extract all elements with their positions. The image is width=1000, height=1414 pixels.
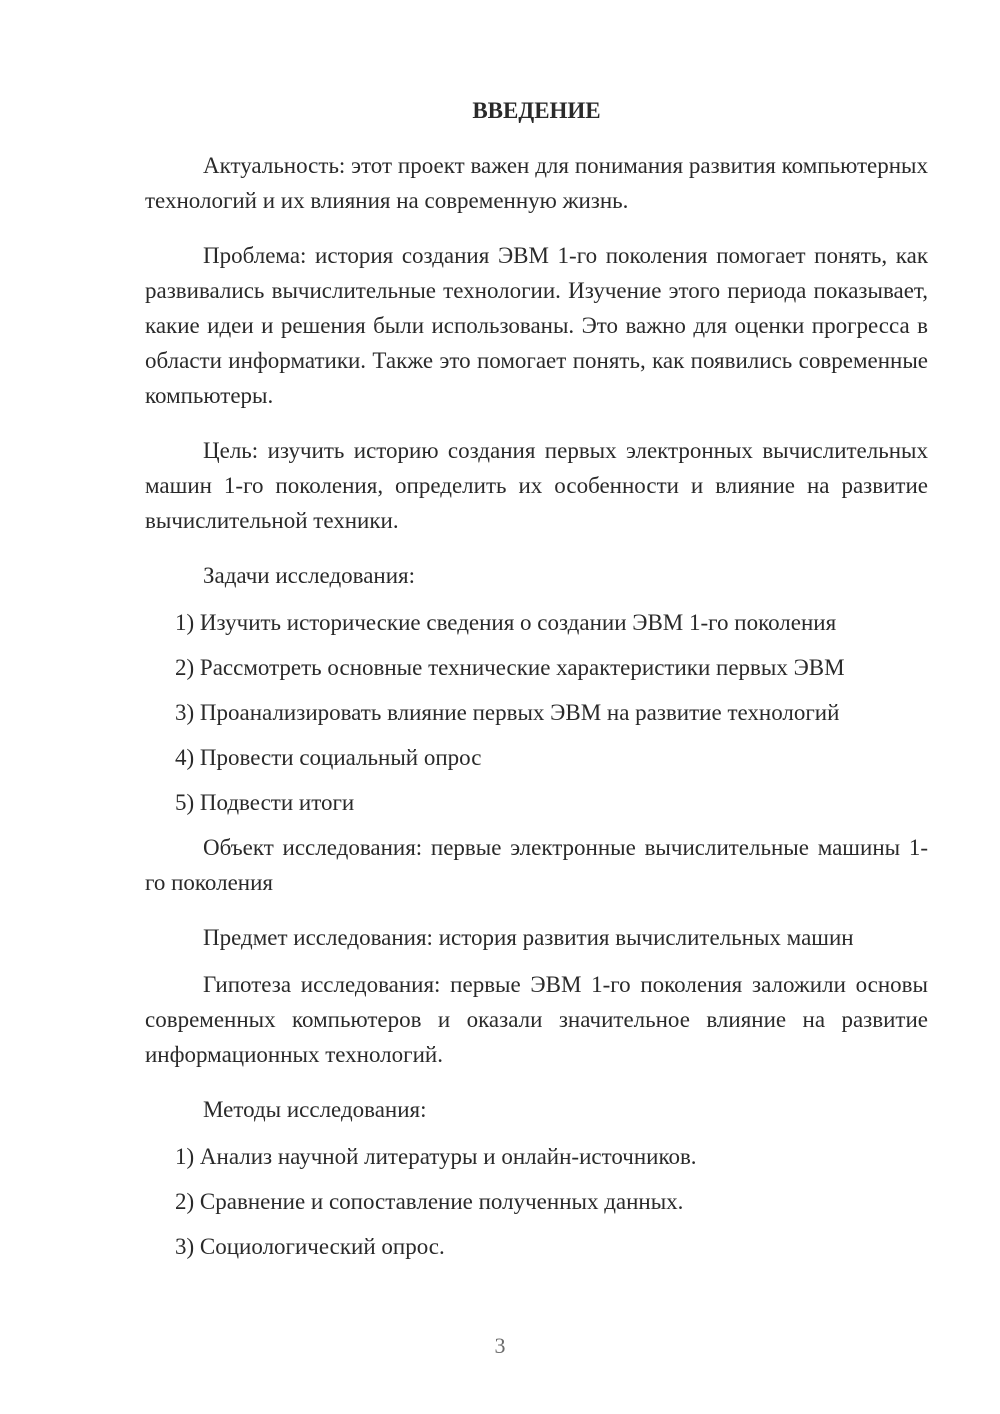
task-item: 1) Изучить исторические сведения о создании ЭВМ 1-го поколения [175, 610, 837, 635]
tasks-heading: Задачи исследования: [203, 563, 416, 588]
task-item: 2) Рассмотреть основные технические характеристики первых ЭВМ [175, 655, 845, 680]
method-item: 1) Анализ научной литературы и онлайн-источников. [175, 1144, 697, 1169]
hypothesis-paragraph: Гипотеза исследования: первые ЭВМ 1-го поколения заложили основы современных компьютеров и оказали значительное влияние на развитие информационных технологий. [145, 972, 928, 1067]
section-title: ВВЕДЕНИЕ [472, 98, 601, 123]
object-paragraph: Объект исследования: первые электронные вычислительные машины 1-го поколения [145, 835, 928, 895]
method-item: 3) Социологический опрос. [175, 1234, 445, 1259]
task-item: 3) Проанализировать влияние первых ЭВМ на развитие технологий [175, 700, 840, 725]
subject-paragraph: Предмет исследования: история развития вычислительных машин [203, 925, 854, 950]
methods-list [145, 1139, 928, 1264]
tasks-list [145, 605, 928, 820]
goal-paragraph: Цель: изучить историю создания первых электронных вычислительных машин 1-го поколения, определить их особенности и влияние на развитие вычислительной техники. [145, 438, 928, 533]
methods-heading: Методы исследования: [203, 1097, 427, 1122]
page-content [145, 97, 928, 1274]
task-item: 5) Подвести итоги [175, 790, 355, 815]
task-item: 4) Провести социальный опрос [175, 745, 482, 770]
problem-paragraph: Проблема: история создания ЭВМ 1-го поколения помогает понять, как развивались вычислительные технологии. Изучение этого периода показывает, какие идеи и решения были использованы. Это важно для оценки прогресса в области информатики. Также это помогает понять, как появились современные компьютеры. [145, 243, 928, 408]
method-item: 2) Сравнение и сопоставление полученных данных. [175, 1189, 684, 1214]
relevance-paragraph: Актуальность: этот проект важен для понимания развития компьютерных технологий и их влияния на современную жизнь. [145, 153, 928, 213]
page-number: 3 [494, 1333, 506, 1358]
